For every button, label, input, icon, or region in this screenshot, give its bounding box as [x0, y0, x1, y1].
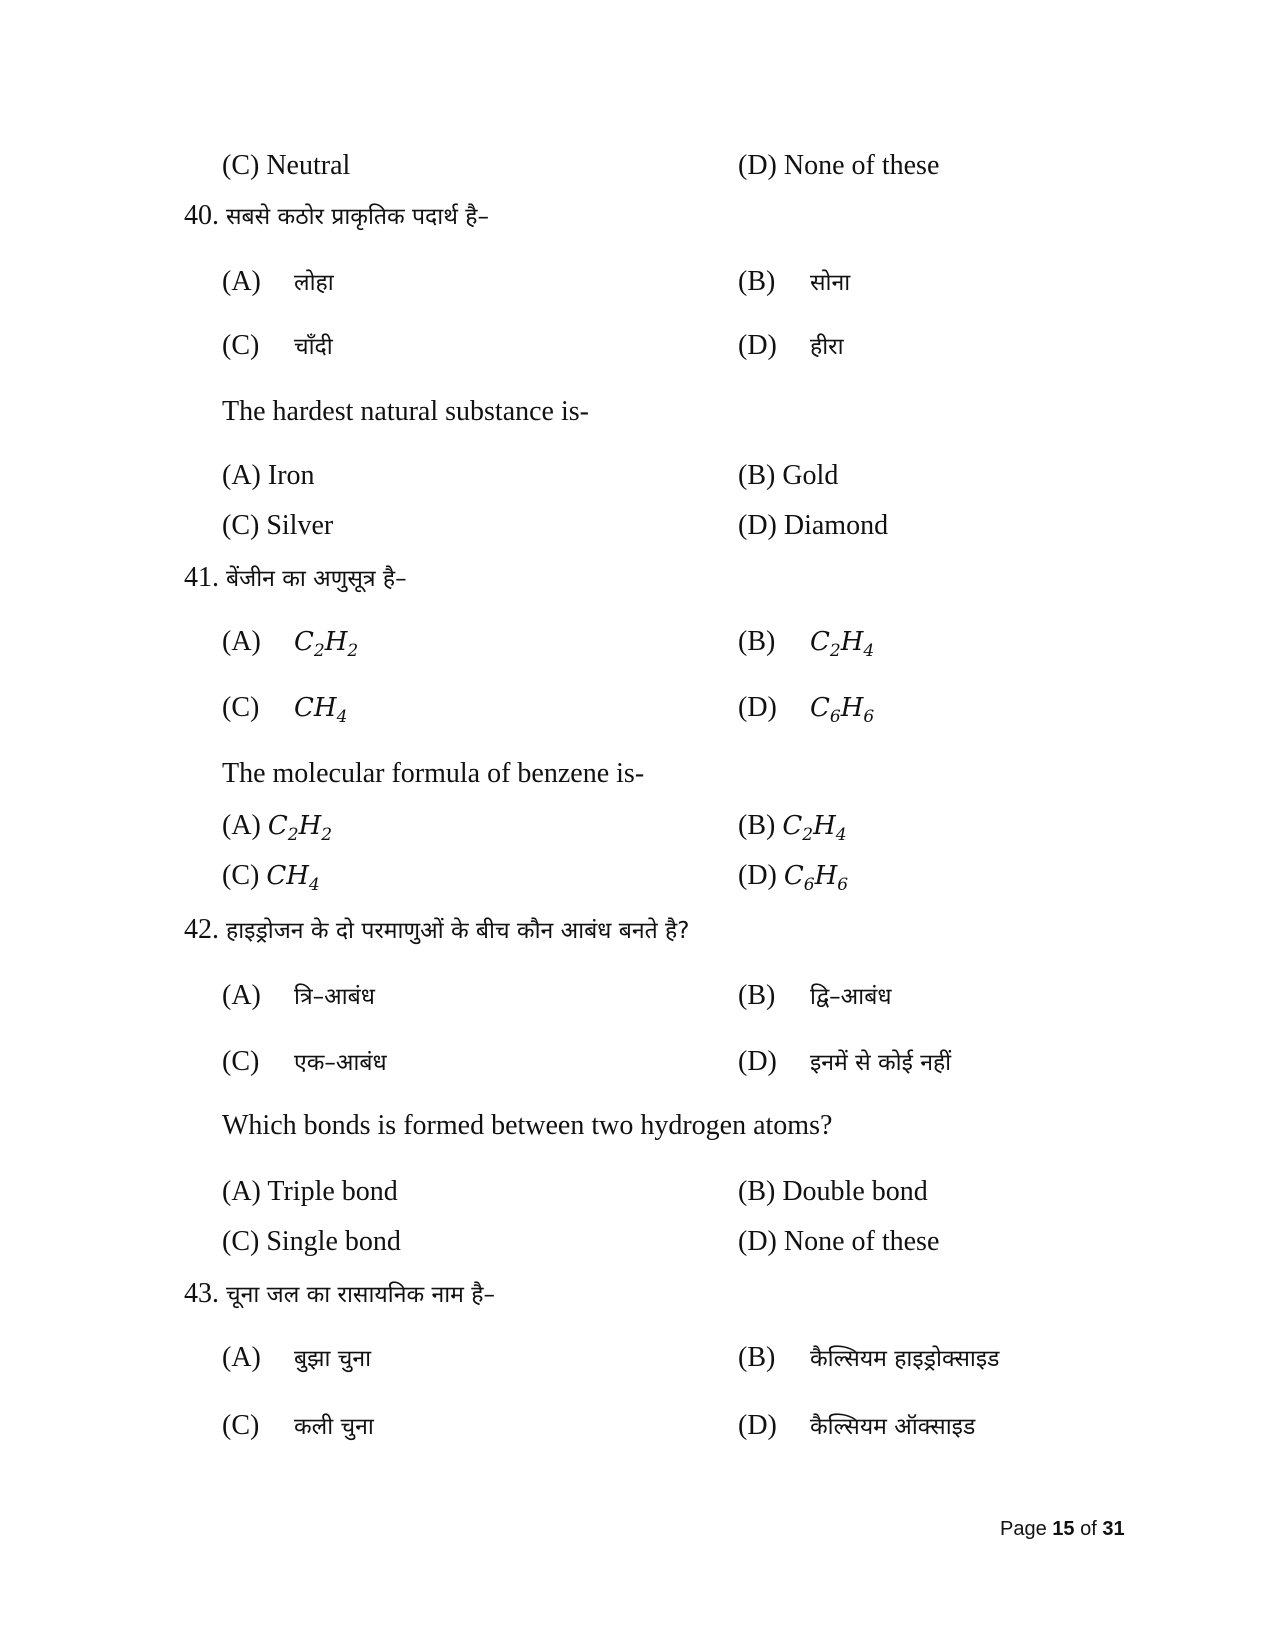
page-number [1000, 1516, 1125, 1542]
option-text: द्वि–आबंध [810, 984, 892, 1010]
option-label: (B) [738, 626, 776, 657]
option-label: (B) [738, 810, 776, 841]
q41-en-option-a [222, 808, 332, 844]
q43-hi-option-a [222, 1340, 371, 1377]
q40-hi-option-b [738, 264, 850, 301]
q41-en-option-d [738, 858, 848, 894]
option-label: (C) [222, 692, 260, 723]
q40-en-option-d: (D) Diamond [738, 510, 889, 541]
q42-hi-option-b [738, 978, 891, 1015]
q43-hi-option-c [222, 1408, 374, 1445]
q40-en-option-c: (C) Silver [222, 510, 334, 541]
question-text: हाइड्रोजन के दो परमाणुओं के बीच कौन आबंध बनते है? [226, 918, 690, 944]
question-text: चूना जल का रासायनिक नाम है– [226, 1282, 495, 1308]
formula-c2h2: $C_2H_2$ [294, 627, 359, 661]
q42-hi-option-d [738, 1044, 951, 1081]
formula-ch4: $CH_4$ [266, 861, 320, 895]
q40-question-en: The hardest natural substance is- [222, 396, 589, 427]
option-text: कली चुना [294, 1414, 374, 1440]
page-prefix: Page [1000, 1518, 1047, 1540]
q42-question-en: Which bonds is formed between two hydrogen atoms? [222, 1110, 833, 1141]
formula-c6h6: $C_6H_6$ [783, 861, 849, 895]
question-number: 40. [184, 200, 219, 231]
formula-c2h4: $C_2H_4$ [810, 627, 875, 661]
q41-question-hi [184, 560, 407, 597]
option-label: (A) [222, 810, 261, 841]
question-number: 43. [184, 1278, 219, 1309]
q43-hi-option-d [738, 1408, 975, 1445]
q43-question-hi [184, 1276, 495, 1313]
q41-hi-option-d [738, 690, 874, 726]
q41-hi-option-a [222, 624, 358, 660]
q42-en-option-c: (C) Single bond [222, 1226, 401, 1257]
option-label: (D) [738, 1410, 777, 1441]
option-label: (C) [222, 860, 260, 891]
option-text: एक–आबंध [294, 1050, 387, 1076]
q41-en-option-c [222, 858, 320, 894]
q41-hi-option-c [222, 690, 347, 726]
q42-hi-option-c [222, 1044, 387, 1081]
page-sep: of [1080, 1518, 1097, 1540]
option-text: हीरा [810, 334, 844, 360]
option-text: कैल्सियम हाइड्रोक्साइड [810, 1346, 1000, 1372]
option-text: चाँदी [294, 334, 333, 360]
option-label: (D) [738, 1046, 777, 1077]
q41-en-option-b [738, 808, 847, 844]
q40-hi-option-a [222, 264, 334, 301]
formula-c2h4: $C_2H_4$ [782, 811, 847, 845]
option-text: त्रि–आबंध [294, 984, 375, 1010]
q40-question-hi [184, 198, 489, 235]
option-text: सोना [810, 270, 851, 296]
option-label: (C) [222, 1046, 260, 1077]
q40-en-option-a: (A) Iron [222, 460, 315, 491]
option-label: (D) [738, 330, 777, 361]
option-label: (D) [738, 860, 777, 891]
option-label: (A) [222, 266, 261, 297]
option-label: (A) [222, 1342, 261, 1373]
page-current: 15 [1052, 1518, 1075, 1540]
formula-c6h6: $C_6H_6$ [810, 693, 875, 727]
q39-option-c: (C) Neutral [222, 150, 351, 181]
option-label: (B) [738, 1342, 776, 1373]
question-text: सबसे कठोर प्राकृतिक पदार्थ है– [226, 204, 489, 230]
page-total: 31 [1102, 1518, 1125, 1540]
option-text: लोहा [294, 270, 334, 296]
option-label: (C) [222, 1410, 260, 1441]
option-text: बुझा चुना [294, 1346, 372, 1372]
option-label: (C) [222, 330, 260, 361]
q42-question-hi [184, 912, 689, 949]
option-text: कैल्सियम ऑक्साइड [810, 1414, 976, 1440]
formula-c2h2: $C_2H_2$ [267, 811, 333, 845]
q41-hi-option-b [738, 624, 874, 660]
q40-hi-option-c [222, 328, 333, 365]
q42-en-option-b: (B) Double bond [738, 1176, 928, 1207]
option-label: (A) [222, 626, 261, 657]
question-text: बेंजीन का अणुसूत्र है– [226, 566, 407, 592]
option-label: (B) [738, 266, 776, 297]
q41-question-en: The molecular formula of benzene is- [222, 758, 645, 789]
formula-ch4: $CH_4$ [294, 693, 348, 727]
option-label: (A) [222, 980, 261, 1011]
q42-en-option-d: (D) None of these [738, 1226, 940, 1257]
option-label: (D) [738, 692, 777, 723]
q42-hi-option-a [222, 978, 375, 1015]
q43-hi-option-b [738, 1340, 999, 1377]
question-number: 41. [184, 562, 219, 593]
question-number: 42. [184, 914, 219, 945]
q42-en-option-a: (A) Triple bond [222, 1176, 398, 1207]
option-label: (B) [738, 980, 776, 1011]
q40-hi-option-d [738, 328, 844, 365]
q39-option-d: (D) None of these [738, 150, 940, 181]
q40-en-option-b: (B) Gold [738, 460, 839, 491]
option-text: इनमें से कोई नहीं [810, 1050, 952, 1076]
